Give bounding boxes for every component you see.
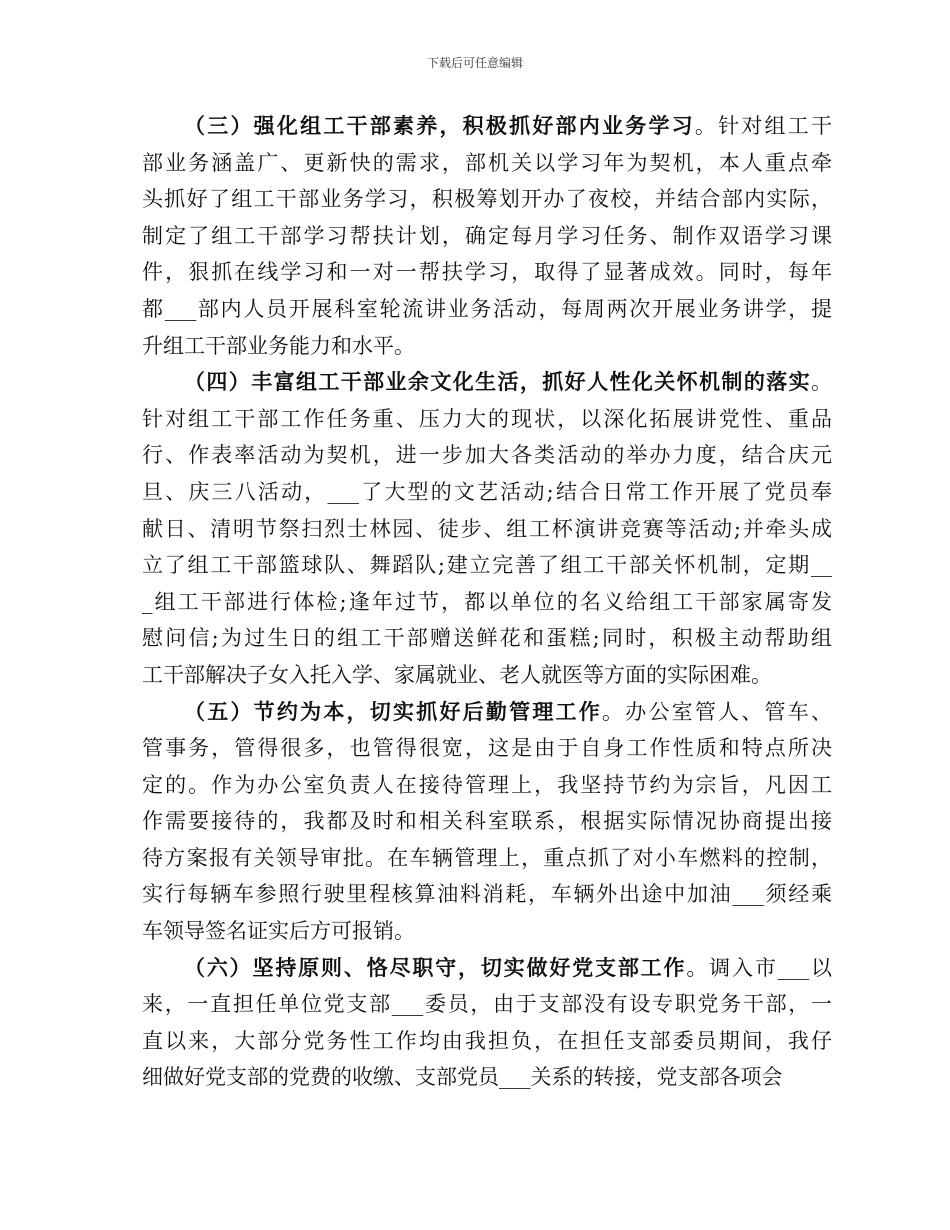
paragraph-first-line: [142, 694, 832, 731]
paragraph-line: 头抓好了组工干部业务学习，积极筹划开办了夜校，并结合部内实际，: [142, 187, 832, 212]
paragraph-first-line: [142, 364, 832, 401]
line-text: 。: [811, 370, 832, 395]
paragraph-line: 实行每辆车参照行驶里程核算油料消耗，车辆外出途中加油___须经乘: [142, 882, 832, 907]
section-heading: （四）丰富组工干部业余文化生活，抓好人性化关怀机制的落实: [184, 369, 811, 395]
paragraph-line: 细做好党支部的党费的收缴、支部党员___关系的转接，党支部各项会: [142, 1065, 783, 1090]
section-heading: （六）坚持原则、恪尽职守，切实做好党支部工作: [184, 954, 687, 980]
section-heading: （五）节约为本，切实抓好后勤管理工作: [184, 698, 602, 724]
paragraph-line: 待方案报有关领导审批。在车辆管理上，重点抓了对小车燃料的控制，: [142, 845, 832, 870]
paragraph-line: 来，一直担任单位党支部___委员，由于支部没有设专职党务干部，一: [142, 992, 832, 1017]
paragraph-line: 件，狠抓在线学习和一对一帮扶学习，取得了显著成效。同时，每年: [142, 260, 832, 285]
paragraph-line: 定的。作为办公室负责人在接待管理上，我坚持节约为宗旨，凡因工: [142, 772, 832, 797]
paragraph-line: 升组工干部业务能力和水平。: [142, 333, 415, 358]
paragraph-line: 部业务涵盖广、更新快的需求，部机关以学习年为契机，本人重点牵: [142, 150, 832, 175]
paragraph-line: 管事务，管得很多，也管得很宽，这是由于自身工作性质和特点所决: [142, 736, 832, 761]
header-note: 下载后可任意编辑: [426, 56, 523, 70]
line-text: 。调入市___以: [686, 955, 833, 980]
line-text: 。针对组工干: [694, 114, 833, 138]
paragraph-line: 立了组工干部篮球队、舞蹈队;建立完善了组工干部关怀机制，定期__: [142, 553, 832, 578]
document-body: [142, 108, 832, 1096]
paragraph-line: 行、作表率活动为契机，进一步加大各类活动的举办力度，结合庆元: [142, 443, 832, 468]
paragraph-line: 慰问信;为过生日的组工干部赠送鲜花和蛋糕;同时，积极主动帮助组: [142, 626, 832, 651]
paragraph-line: 献日、清明节祭扫烈士林园、徒步、组工杯演讲竞赛等活动;并牵头成: [142, 516, 832, 541]
paragraph-line: 都___部内人员开展科室轮流讲业务活动，每周两次开展业务讲学，提: [142, 296, 832, 321]
paragraph-line: 作需要接待的，我都及时和相关科室联系，根据实际情况协商提出接: [142, 809, 832, 834]
paragraph-list: [142, 108, 832, 1096]
paragraph-line: 工干部解决子女入托入学、家属就业、老人就医等方面的实际困难。: [142, 662, 772, 687]
paragraph-line: 直以来，大部分党务性工作均由我担负，在担任支部委员期间，我仔: [142, 1028, 832, 1053]
paragraph-first-line: [142, 108, 832, 145]
paragraph-line: 车领导签名证实后方可报销。: [142, 919, 415, 944]
paragraph-line: _组工干部进行体检;逢年过节，都以单位的名义给组工干部家属寄发: [142, 589, 832, 614]
paragraph-line: 制定了组工干部学习帮扶计划，确定每月学习任务、制作双语学习课: [142, 223, 832, 248]
paragraph-first-line: [142, 950, 832, 987]
paragraph-line: 针对组工干部工作任务重、压力大的现状，以深化拓展讲党性、重品: [142, 406, 832, 431]
line-text: 。办公室管人、管车、: [602, 699, 832, 724]
paragraph-line: 旦、庆三八活动，___了大型的文艺活动;结合日常工作开展了党员奉: [142, 479, 832, 504]
section-heading: （三）强化组工干部素养，积极抓好部内业务学习: [184, 113, 695, 138]
